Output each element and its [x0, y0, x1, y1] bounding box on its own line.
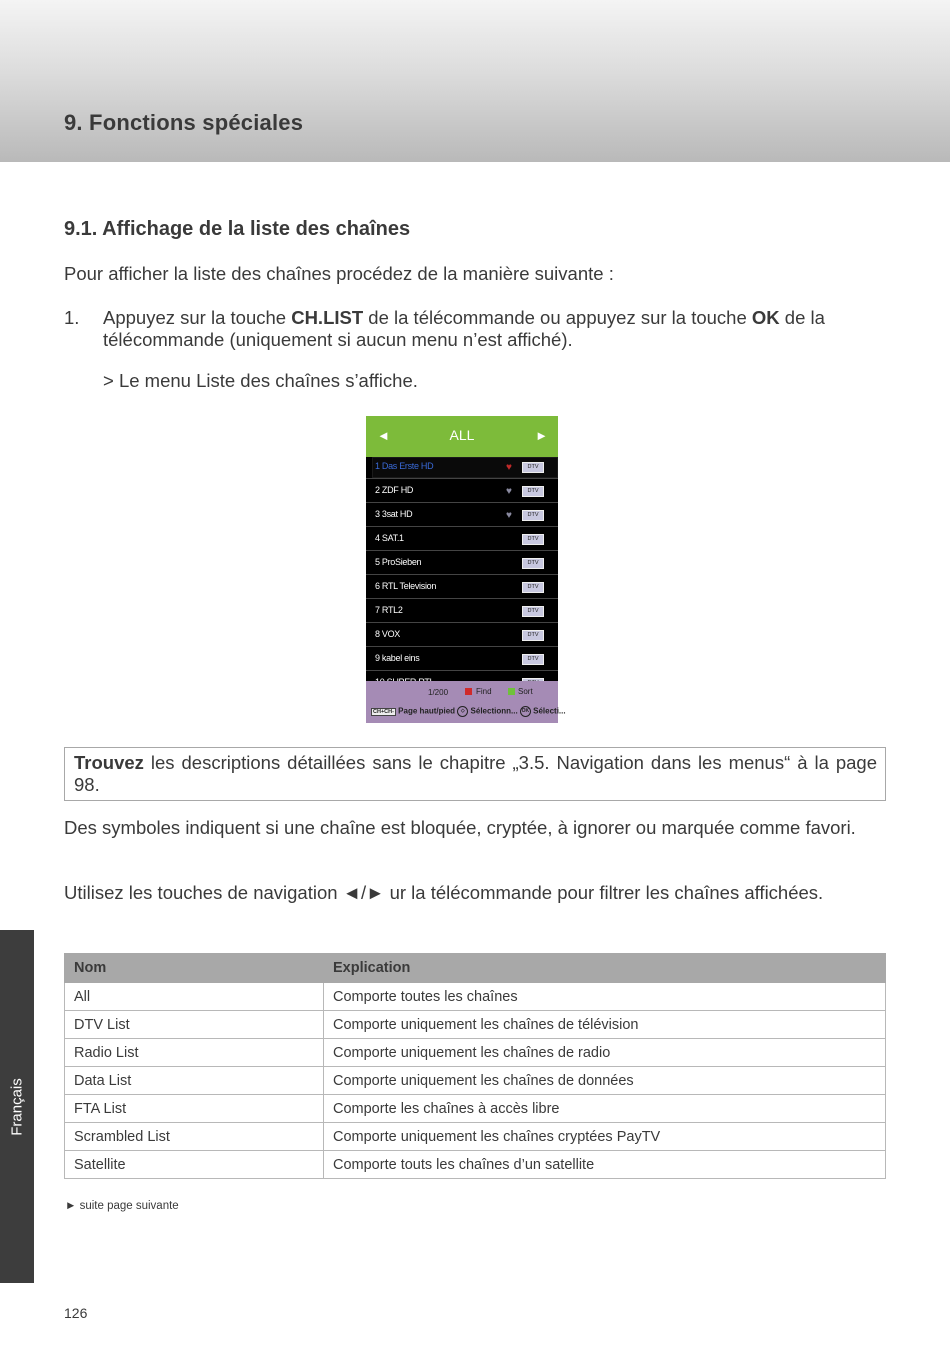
table-cell-name: Scrambled List — [65, 1123, 324, 1151]
dtv-badge: DTV — [522, 558, 544, 569]
table-row — [65, 1095, 886, 1123]
sort-label: Sort — [518, 687, 533, 696]
dtv-badge: DTV — [522, 534, 544, 545]
dtv-badge: DTV — [522, 462, 544, 473]
left-arrow-icon: ◄ — [377, 428, 390, 443]
favorite-heart-icon: ♥ — [506, 462, 512, 473]
continued-note: ► suite page suivante — [65, 1200, 179, 1212]
channel-name: 7 RTL2 — [375, 605, 403, 615]
note-box — [64, 747, 886, 801]
step-text-part: Appuyez sur la touche — [103, 307, 292, 328]
right-arrow-icon: ► — [535, 428, 548, 443]
step-number: 1. — [64, 307, 80, 328]
channel-name: 2 ZDF HD — [375, 485, 414, 495]
table-cell-name: Radio List — [65, 1039, 324, 1067]
control-hints — [371, 706, 566, 717]
table-cell-explanation: Comporte les chaînes à accès libre — [324, 1095, 886, 1123]
table-header-row — [65, 954, 886, 983]
find-label: Find — [476, 687, 492, 696]
channel-name: 6 RTL Television — [375, 581, 437, 591]
red-key-icon — [465, 688, 472, 695]
table-row — [65, 1039, 886, 1067]
channel-list-footer — [366, 681, 566, 723]
favorite-heart-icon: ♥ — [506, 486, 512, 497]
table-cell-name: DTV List — [65, 1011, 324, 1039]
channel-list-screenshot — [366, 416, 566, 723]
channel-filter-bar — [366, 416, 558, 457]
ok-hint: Sélecti... — [533, 706, 566, 716]
channel-row[interactable] — [366, 625, 558, 647]
channel-row[interactable] — [366, 649, 558, 671]
channel-name: 8 VOX — [375, 629, 401, 639]
table-cell-name: All — [65, 983, 324, 1011]
green-key-icon — [508, 688, 515, 695]
table-row — [65, 983, 886, 1011]
ok-key-icon: OK — [520, 706, 531, 717]
dtv-badge: DTV — [522, 606, 544, 617]
language-tab-label: Français — [8, 1078, 26, 1136]
channel-count: 1/200 — [428, 688, 449, 697]
table-cell-name: FTA List — [65, 1095, 324, 1123]
page-number: 126 — [64, 1305, 88, 1321]
channel-name: 3 3sat HD — [375, 509, 413, 519]
channel-name: 4 SAT.1 — [375, 533, 404, 543]
table-row — [65, 1151, 886, 1179]
channel-row[interactable] — [366, 505, 558, 527]
chapter-title: 9. Fonctions spéciales — [64, 110, 304, 135]
table-cell-explanation: Comporte uniquement les chaînes cryptées PayTV — [324, 1123, 886, 1151]
section-title: 9.1. Affichage de la liste des chaînes — [64, 218, 411, 240]
table-cell-explanation: Comporte touts les chaînes d’un satellite — [324, 1151, 886, 1179]
channel-name: 1 Das Erste HD — [375, 461, 434, 471]
table-header: Nom — [65, 954, 324, 983]
dtv-badge: DTV — [522, 486, 544, 497]
table-row — [65, 1067, 886, 1095]
step-result: > Le menu Liste des chaînes s’affiche. — [103, 370, 418, 391]
intro-text: Pour afficher la liste des chaînes procédez de la manière suivante : — [64, 263, 614, 284]
channel-row[interactable] — [366, 481, 558, 503]
step-text — [103, 307, 893, 351]
table-cell-name: Satellite — [65, 1151, 324, 1179]
header-band — [0, 0, 950, 162]
dtv-badge: DTV — [522, 630, 544, 641]
note-text — [74, 752, 877, 796]
channel-row[interactable] — [366, 457, 558, 479]
dtv-badge: DTV — [522, 654, 544, 665]
ok-key-label: OK — [751, 307, 780, 328]
table-body — [65, 983, 886, 1179]
note-bold: Trouvez — [74, 752, 144, 773]
list-types-table — [64, 953, 886, 1179]
ch-key-icon: CH+CH- — [373, 708, 394, 715]
channel-row[interactable] — [366, 601, 558, 623]
dtv-badge: DTV — [522, 510, 544, 521]
page-hint: Page haut/pied — [398, 706, 456, 716]
favorite-heart-icon: ♥ — [506, 510, 512, 521]
ch-list-key-label: CH.LIST — [291, 307, 364, 328]
nav-hint: Sélectionn... — [470, 706, 518, 716]
table-cell-name: Data List — [65, 1067, 324, 1095]
channel-name: 9 kabel eins — [375, 653, 420, 663]
note-body: les descriptions détaillées sans le chapitre „3.5. Navigation dans les menus“ à la page 98. — [74, 752, 877, 795]
channel-row[interactable] — [366, 529, 558, 551]
table-row — [65, 1011, 886, 1039]
table-header: Explication — [324, 954, 886, 983]
channel-rows — [366, 457, 558, 697]
nav-key-icon: ◇ — [457, 706, 468, 717]
channel-row[interactable] — [366, 553, 558, 575]
table-cell-explanation: Comporte toutes les chaînes — [324, 983, 886, 1011]
step-text-part: de la télécommande (uniquement si aucun menu n’est affiché). — [103, 307, 825, 350]
dtv-badge: DTV — [522, 582, 544, 593]
table-cell-explanation: Comporte uniquement les chaînes de télévision — [324, 1011, 886, 1039]
navigation-paragraph: Utilisez les touches de navigation ◄/► ur la télécommande pour filtrer les chaînes affichées. — [64, 882, 824, 903]
channel-name: 5 ProSieben — [375, 557, 422, 567]
table-cell-explanation: Comporte uniquement les chaînes de données — [324, 1067, 886, 1095]
table-cell-explanation: Comporte uniquement les chaînes de radio — [324, 1039, 886, 1067]
filter-title: ALL — [449, 427, 475, 443]
channel-row[interactable] — [366, 577, 558, 599]
step-text-part: de la télécommande ou appuyez sur la touche — [363, 307, 752, 328]
table-row — [65, 1123, 886, 1151]
symbols-paragraph: Des symboles indiquent si une chaîne est bloquée, cryptée, à ignorer ou marquée comme favori. — [64, 817, 856, 838]
